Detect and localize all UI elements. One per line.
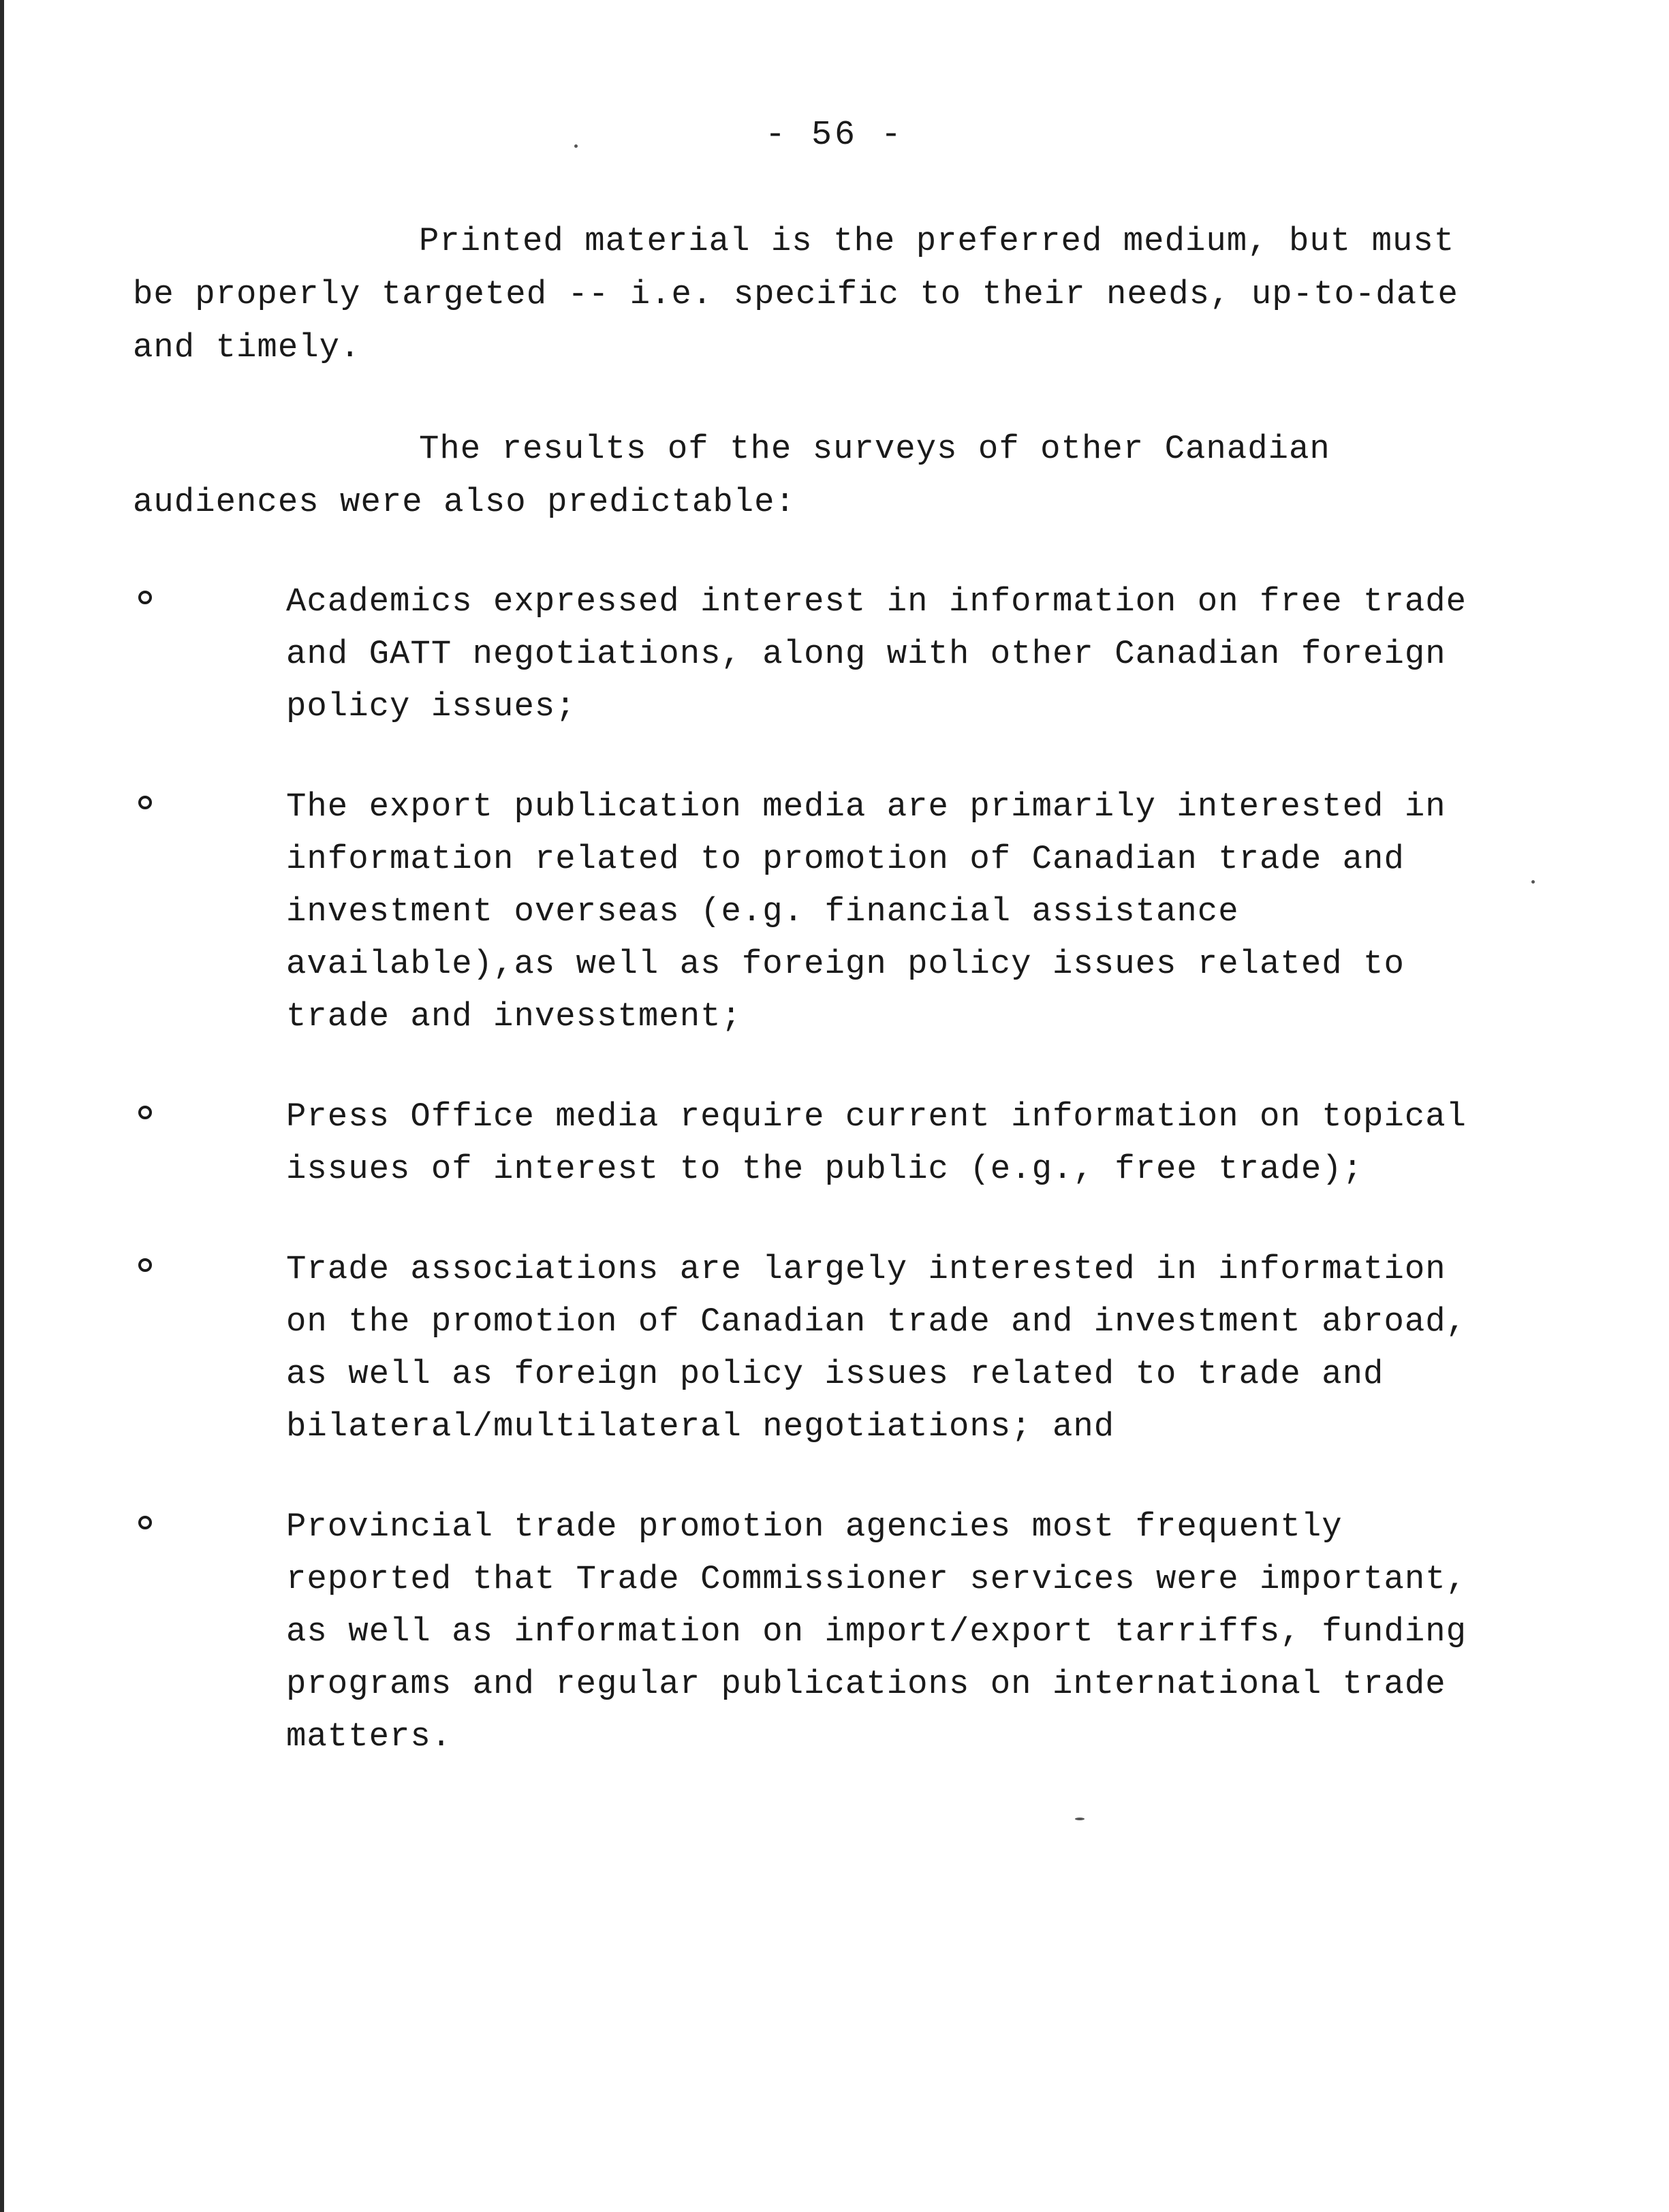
- list-item-export-media: [133, 781, 1485, 1043]
- scan-border: [0, 0, 4, 2212]
- list-item-provincial-agencies: [133, 1501, 1485, 1763]
- bullet-text: The export publication media are primarily interested in information related to promotion of Canadian trade and investment overseas (e.g. financial assistance available),as well as foreign policy issues related to trade and invesstment;: [286, 788, 1446, 1035]
- paragraph-survey-results: The results of the surveys of other Canadian audiences were also predictable:: [133, 430, 1330, 521]
- bullet-icon: [138, 1516, 152, 1529]
- bullet-icon: [138, 1258, 152, 1272]
- bullet-text: Trade associations are largely interested in information on the promotion of Canadian trade and investment abroad, as well as foreign policy issues related to trade and bilateral/multilateral negotiations; and: [286, 1250, 1467, 1446]
- audience-bullet-list: [133, 576, 1495, 1811]
- bullet-text: Academics expressed interest in information on free trade and GATT negotiations, along with other Canadian foreign policy issues;: [286, 582, 1467, 726]
- page-number: - 56 -: [764, 116, 905, 155]
- list-item-press-office: [133, 1091, 1485, 1196]
- bullet-icon: [138, 1106, 152, 1119]
- paragraph-printed-material: Printed material is the preferred medium, but must be properly targeted -- i.e. specific to their needs, up-to-date and timely.: [133, 222, 1459, 367]
- scan-speck: [574, 144, 578, 148]
- bullet-text: Provincial trade promotion agencies most frequently reported that Trade Commissioner services were important, as well as information on import/export tarriffs, funding programs and regular publications on international trade matters.: [286, 1508, 1467, 1756]
- list-item-trade-associations: [133, 1243, 1485, 1453]
- bullet-text: Press Office media require current information on topical issues of interest to the public (e.g., free trade);: [286, 1097, 1467, 1188]
- list-item-academics: [133, 576, 1485, 733]
- scan-speck: [1075, 1818, 1085, 1820]
- bullet-icon: [138, 591, 152, 604]
- bullet-icon: [138, 796, 152, 809]
- scan-speck: [1531, 880, 1535, 884]
